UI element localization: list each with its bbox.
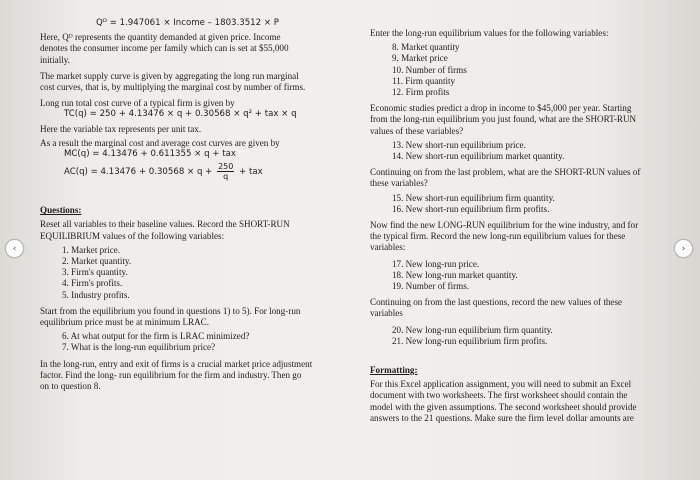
list-item: 17. New long-run price. xyxy=(392,258,480,269)
previous-page-button[interactable] xyxy=(5,239,24,258)
total-cost-intro: Long run total cost curve of a typical firm is given by xyxy=(40,98,235,109)
long-run-instructions: Now find the new LONG-RUN equilibrium for the wine industry, and for the typical firm. Record the new long-run equilibrium values for these variables: xyxy=(370,220,639,253)
next-page-button[interactable] xyxy=(674,239,693,258)
enter-intro: Enter the long-run equilibrium values for the following variables: xyxy=(370,28,609,38)
list-item: 21. New long-run equilibrium firm profits. xyxy=(392,335,548,346)
entry-exit-instructions: In the long-run, entry and exit of firms is a crucial market price adjustment factor. Find the long- run equilibrium for the firm and industry. Then go on to question 8. xyxy=(40,358,313,392)
list-item: 11. Firm quantity xyxy=(392,75,456,86)
question-list-3 xyxy=(370,42,670,98)
question-list-1 xyxy=(40,245,340,301)
formatting-text: For this Excel application assignment, you will need to submit an Excel document with two worksheets. The first worksheet should contain the model with the given assumptions. The second worksheet should provide answers to the 21 questions. Make sure the firm level dollar amounts are xyxy=(370,379,637,423)
total-cost-equation: TC(q) = 250 + 4.13476 × q + 0.30568 × q² + tax × q xyxy=(64,109,297,120)
right-column xyxy=(370,28,670,424)
marginal-cost-equation: MC(q) = 4.13476 + 0.611355 × q + tax xyxy=(64,149,236,160)
list-item: 5. Industry profits. xyxy=(62,289,130,300)
formatting-heading: Formatting: xyxy=(370,365,418,376)
demand-equation: Qᴰ = 1.947061 × Income – 1803.3512 × P xyxy=(96,18,279,28)
supply-description: The market supply curve is given by aggregating the long run marginal cost curves, that is, by multiplying the marginal cost by number of firms. xyxy=(40,70,306,93)
list-item: 16. New short-run equilibrium firm profits. xyxy=(392,203,550,214)
list-item: 12. Firm profits xyxy=(392,87,450,98)
question-list-5 xyxy=(370,193,670,215)
question-list-2 xyxy=(40,331,340,353)
list-item: 18. New long-run market quantity. xyxy=(392,269,518,280)
left-column xyxy=(40,18,340,392)
list-item: 20. New long-run equilibrium firm quantity. xyxy=(392,324,553,335)
question-list-7 xyxy=(370,325,670,347)
cost-curves-intro: As a result the marginal cost and average cost curves are given by xyxy=(40,137,280,148)
list-item: 1. Market price. xyxy=(62,244,121,255)
list-item: 9. Market price xyxy=(392,53,448,64)
start-instructions: Start from the equilibrium you found in questions 1) to 5). For long-run equilibrium price must be at minimum LRAC. xyxy=(40,305,301,328)
list-item: 14. New short-run equilibrium market quantity. xyxy=(392,151,565,162)
average-cost-equation: AC(q) = 4.13476 + 0.30568 × q + $\frac{250}{q}$ + tax xyxy=(64,162,263,182)
list-item: 10. Number of firms xyxy=(392,64,467,75)
list-item: 15. New short-run equilibrium firm quantity. xyxy=(392,192,555,203)
list-item: 13. New short-run equilibrium price. xyxy=(392,139,526,150)
list-item: 4. Firm's profits. xyxy=(62,278,123,289)
continue-text: Continuing on from the last problem, what are the SHORT-RUN values of these variables? xyxy=(370,167,641,189)
economic-studies-text: Economic studies predict a drop in income to $45,000 per year. Starting from the long-run equilibrium you just found, what are the SHORT-RUN values of these variables? xyxy=(370,103,637,136)
list-item: 19. Number of firms. xyxy=(392,281,470,292)
question-list-4 xyxy=(370,140,670,162)
list-item: 2. Market quantity. xyxy=(62,256,132,267)
list-item: 7. What is the long-run equilibrium price? xyxy=(62,342,216,353)
average-cost-fraction: $\frac{250}{q}$ xyxy=(218,162,234,182)
list-item: 6. At what output for the firm is LRAC minimized? xyxy=(62,331,250,342)
list-item: 8. Market quantity xyxy=(392,42,460,53)
tax-description: Here the variable tax represents per unit tax. xyxy=(40,123,202,134)
demand-description: Here, Qᴰ represents the quantity demanded at given price. Income denotes the consumer income per family which can is set at $55,000 initially. xyxy=(40,32,289,65)
chevron-right-icon: › xyxy=(681,243,686,254)
continue-text-2: Continuing on from the last questions, record the new values of these variables xyxy=(370,297,623,319)
list-item: 3. Firm's quantity. xyxy=(62,267,128,278)
question-list-6 xyxy=(370,259,670,293)
reset-instructions: Reset all variables to their baseline values. Record the SHORT-RUN EQUILIBRIUM values of the following variables: xyxy=(40,219,290,241)
chevron-left-icon: ‹ xyxy=(12,243,17,254)
questions-heading: Questions: xyxy=(40,205,82,216)
